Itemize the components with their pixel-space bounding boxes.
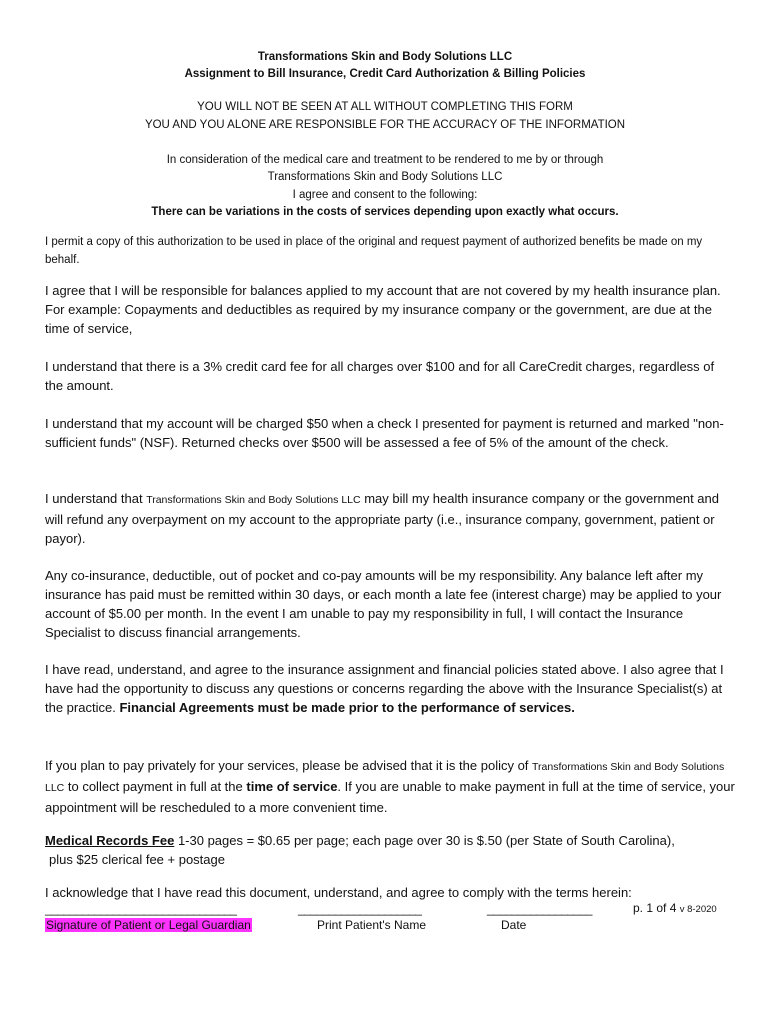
p7-text: I have read, understand, and agree to the insurance assignment and financial policies stated above. I also agree that I have had the opportunity to discuss any questions or concerns regarding the above with the Insurance Specialist(s) at the practice. (45, 662, 724, 715)
page-number: p. 1 of 4 (633, 901, 677, 915)
warning-line-2: YOU AND YOU ALONE ARE RESPONSIBLE FOR THE ACCURACY OF THE INFORMATION (144, 119, 626, 131)
date-label: Date (501, 918, 527, 932)
p5-text-a: I understand that (45, 491, 147, 506)
p8-text-b: to collect payment in full at the (64, 779, 247, 794)
consent-line-3: I agree and consent to the following: (292, 189, 478, 201)
warning-line-1: YOU WILL NOT BE SEEN AT ALL WITHOUT COMPLETING THIS FORM (197, 101, 573, 113)
consent-line-2: Transformations Skin and Body Solutions LLC (267, 171, 503, 183)
consent-line-1: In consideration of the medical care and treatment to be rendered to me by or through (166, 154, 604, 166)
form-title: Assignment to Bill Insurance, Credit Card Authorization & Billing Policies (184, 68, 586, 80)
print-name-line[interactable]: ____________________ (298, 902, 422, 916)
paragraph-private-pay (45, 756, 735, 817)
p8-bold-text: time of service (246, 779, 338, 794)
print-name-label: Print Patient's Name (317, 918, 427, 932)
paragraph-agreement (45, 660, 735, 717)
p5-text-b: may bill my health insurance company or the government and will refund any overpayment on my account to the appropriate party (i.e., insurance company, government, patient or payor). (45, 491, 719, 546)
p8-text-c: . If you are unable to make payment in full at the time of service, your appointment will be rescheduled to a more convenient time. (45, 779, 735, 815)
paragraph-coinsurance: Any co-insurance, deductible, out of pocket and co-pay amounts will be my responsibility. Any balance left after my insurance has paid must be remitted within 30 days, or each month a late fee (interest charge) may be applied to your account of $5.00 per month. In the event I am unable to pay my responsibility in full, I will contact the Insurance Specialist to discuss financial arrangements. (45, 568, 722, 640)
paragraph-acknowledgement: I acknowledge that I have read this document, understand, and agree to comply with the terms herein: (45, 885, 632, 900)
p8-text-a: If you plan to pay privately for your services, please be advised that it is the policy of (45, 758, 533, 773)
medical-records-fee-text: 1-30 pages = $0.65 per page; each page over 30 is $.50 (per State of South Carolina), (174, 833, 675, 848)
paragraph-credit-card-fee: I understand that there is a 3% credit card fee for all charges over $100 and for all CareCredit charges, regardless of the amount. (45, 359, 715, 393)
date-line[interactable]: _________________ (487, 902, 592, 916)
signature-label-text: Signature of Patient or Legal Guardian (46, 918, 251, 932)
paragraph-insurance-billing (45, 489, 735, 548)
p7-bold-text: Financial Agreements must be made prior to the performance of services. (119, 700, 575, 715)
signature-label (45, 918, 252, 932)
paragraph-medical-records-fee (45, 831, 735, 869)
page-footer (633, 901, 717, 915)
p5-company: Transformations Skin and Body Solutions LLC (146, 494, 361, 506)
variation-notice: There can be variations in the costs of services depending upon exactly what occurs. (151, 206, 619, 218)
signature-line[interactable]: _______________________________ (45, 902, 237, 916)
medical-records-fee-label: Medical Records Fee (45, 833, 175, 848)
medical-records-fee-extra: plus $25 clerical fee + postage (49, 852, 225, 867)
company-name: Transformations Skin and Body Solutions LLC (257, 51, 513, 63)
paragraph-balance-responsibility: I agree that I will be responsible for balances applied to my account that are not covered by my health insurance plan. For example: Copayments and deductibles as required by my insurance company or the government, are due at the time of service, (45, 283, 721, 336)
paragraph-nsf-fee: I understand that my account will be charged $50 when a check I presented for payment is returned and marked "non-sufficient funds" (NSF). Returned checks over $500 will be assessed a fee of 5% of the amount of the check. (45, 416, 724, 450)
version-label: v 8-2020 (679, 904, 717, 915)
p8-company: Transformations Skin and Body Solutions LLC (45, 761, 725, 794)
paragraph-authorization-copy: I permit a copy of this authorization to be used in place of the original and request payment of authorized benefits be made on my behalf. (45, 236, 703, 266)
